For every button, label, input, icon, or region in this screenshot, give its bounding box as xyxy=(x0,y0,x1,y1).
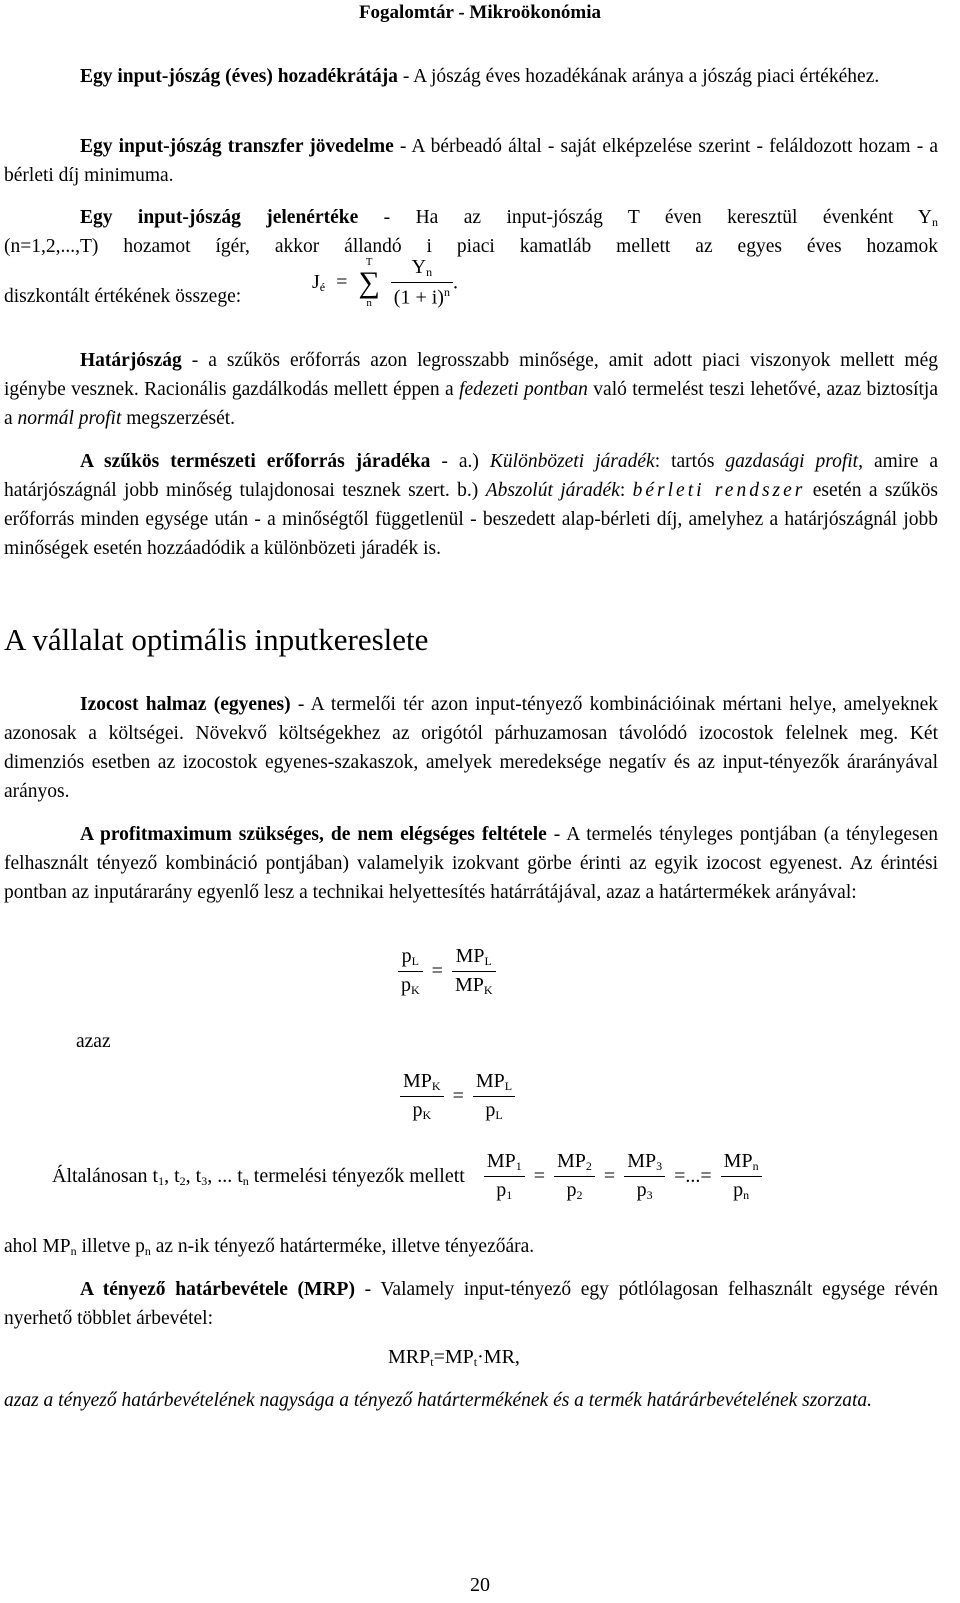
definition-profitmaximum: A profitmaximum szükséges, de nem elégséges feltétele - A termelés tényleges pontjában (a ténylegesen felhasznált tényező kombináció pontjában) valamelyik izokvant görbe érinti az egyik izocost egyenest. Az érintési pontban az inputárarány egyenlő lesz a technikai helyettesítés határrátájával, azaz a határtermékek arányával: xyxy=(4,824,938,903)
definition-hatarjoszag: Határjószág - a szűkös erőforrás azon legrosszabb minősége, amit adott piaci viszonyok mellett még igénybe vesznek. Racionális gazdálkodás mellett éppen a fedezeti pontban való termelést teszi lehetővé, azaz biztosítja a normál profit megszerzését. xyxy=(4,350,938,429)
term: Egy input-jószág transzfer jövedelme xyxy=(80,136,394,157)
term: Egy input-jószág jelenértéke xyxy=(80,207,359,228)
definition-jelenertek-line2: (n=1,2,...,T) hozamot ígér, akkor állandó i piaci kamatláb mellett az egyes éves hozamok xyxy=(4,236,938,257)
present-value-formula: $J_é$ = T ∑ n $\frac{Y_n}{(1 + i)^n}$ . xyxy=(312,255,458,309)
term: Izocost halmaz (egyenes) xyxy=(80,694,291,715)
term: A tényező határbevétele (MRP) xyxy=(80,1279,355,1300)
marginal-product-ratio-formula: $\frac{MP_K}{p_K}$ = $\frac{MP_L}{p_L}$ xyxy=(400,1070,515,1123)
definition-jelenertek-line1: Egy input-jószág jelenértéke - Ha az input-jószág T éven keresztül évenként $Y_n$ xyxy=(80,207,939,229)
term: A profitmaximum szükséges, de nem elégséges feltétele xyxy=(80,824,547,845)
term: A szűkös természeti erőforrás járadéka xyxy=(80,451,431,472)
azaz-label: azaz xyxy=(76,1031,111,1052)
fraction: $\frac{Y_n}{(1 + i)^n}$ xyxy=(391,256,453,310)
mrp-formula: $MRP_t=MP_t\cdot MR$, xyxy=(388,1346,520,1369)
term: Határjószág xyxy=(80,350,182,371)
definition-transzfer-jovedelem: Egy input-jószág transzfer jövedelme - A bérbeadó által - saját elképzelése szerint - feláldozott hozam - a bérleti díj minimuma. xyxy=(4,136,938,186)
section-title: A vállalat optimális inputkereslete xyxy=(4,622,429,657)
definition-hozadekrata: Egy input-jószág (éves) hozadékrátája - A jószág éves hozadékának aránya a jószág piaci értékéhez. xyxy=(80,66,880,87)
general-condition-formula: Általánosan $t_1$, $t_2$, $t_3$, ... $t_n$ termelési tényezők mellett $\frac{MP_1}{p_1}$ = $\frac{MP_2}{p_2}$ = $\frac{MP_3}{p_3}$ =...= $\frac{MP_n}{p_n}$ xyxy=(52,1150,762,1203)
ahol-explanation: ahol $MP_n$ illetve $p_n$ az n-ik tényező határterméke, illetve tényezőára. xyxy=(4,1236,535,1258)
definition-mrp: A tényező határbevétele (MRP) - Valamely input-tényező egy pótlólagosan felhasznált egysége révén nyerhető többlet árbevétel: xyxy=(4,1279,938,1329)
definition-izocost: Izocost halmaz (egyenes) - A termelői tér azon input-tényező kombinációinak mértani helye, amelyeknek azonosak a költségei. Növekvő költségekhez az origótól párhuzamosan távolódó izocostok felelnek meg. Két dimenziós esetben az izocostok egyenes-szakaszok, amelyek meredeksége negatív és az input-tényezők árarányával arányos. xyxy=(4,694,938,802)
definition-jaradek: A szűkös természeti erőforrás járadéka - a.) Különbözeti járadék: tartós gazdasági profit, amire a határjószágnál jobb minőség tulajdonosai tesznek szert. b.) Abszolút járadék: bérleti rendszer esetén a szűkös erőforrás minden egysége után - a minőségtől függetlenül - beszedett alap-bérleti díj, amelyhez a határjószágnál jobb minőségek esetén hozzáadódik a különbözeti járadék is. xyxy=(4,451,939,559)
page-header: Fogalomtár - Mikroökonómia xyxy=(358,2,602,23)
page-number: 20 xyxy=(470,1574,490,1596)
price-ratio-formula: $\frac{p_L}{p_K}$ = $\frac{MP_L}{MP_K}$ xyxy=(398,945,496,998)
definition-jelenertek-line3: diszkontált értékének összege: xyxy=(4,286,242,307)
sum-operator: T ∑ n xyxy=(358,255,380,309)
mrp-explanation: azaz a tényező határbevételének nagysága a tényező határtermékének és a termék határárbevételének szorzata. xyxy=(4,1390,873,1411)
term: Egy input-jószág (éves) hozadékrátája xyxy=(80,66,398,87)
